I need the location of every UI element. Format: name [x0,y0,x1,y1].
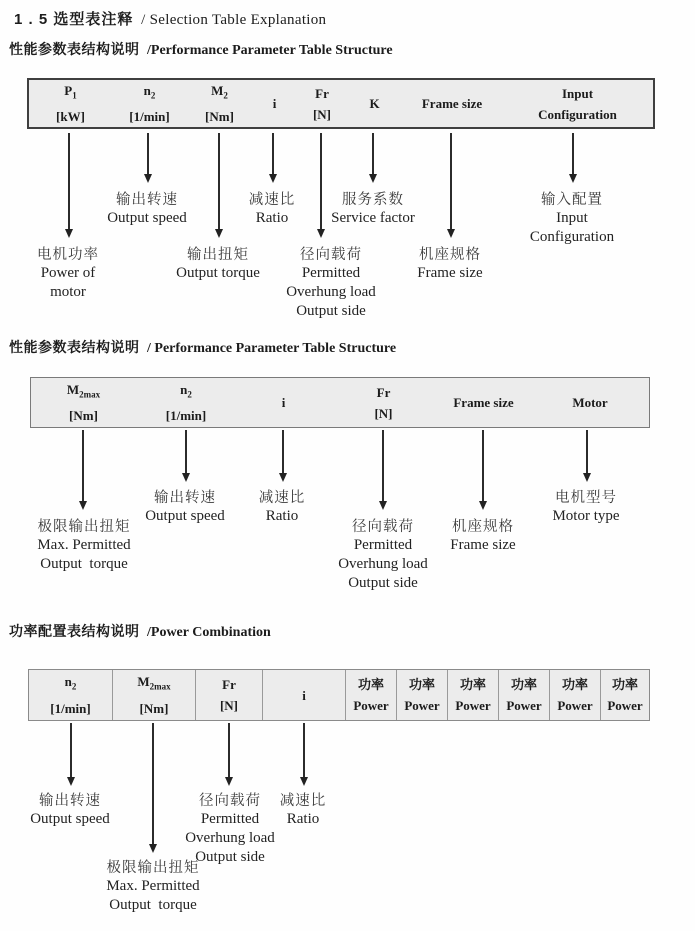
column-header-n2: $n_2$ [1/min] [165,381,207,424]
column-header-power-4: 功率 Power [499,670,550,720]
arrow-connector [152,723,154,845]
arrow-connector [372,133,374,175]
column-header-fr: Fr [N] [196,670,263,720]
column-header-power-3: 功率 Power [448,670,499,720]
section3-heading [9,621,271,641]
arrow-connector [572,133,574,175]
arrow-connector [68,133,70,230]
column-header-n2: $n_2$ [1/min] [129,82,170,125]
arrow-connector [482,430,484,502]
column-header-input-configuration: Input Configuration [538,85,617,122]
annotation-overhung-load: 径向载荷 Permitted Overhung load Output side [338,519,428,591]
section3-heading-zh: 功率配置表结构说明 [9,623,140,639]
page-title-zh: 1 . 5 选型表注释 [14,11,134,28]
arrow-connector [228,723,230,778]
section1-heading [9,39,393,59]
annotation-ratio: 减速比 Ratio [279,793,327,827]
page-title [14,8,326,29]
annotation-max-output-torque: 极限输出扭矩 Max. Permitted Output torque [106,860,200,913]
annotation-ratio: 减速比 Ratio [248,192,296,226]
column-header-m2: $M_2$ [Nm] [205,82,234,125]
arrow-connector [586,430,588,474]
annotation-frame-size: 机座规格 Frame size [450,519,516,553]
page-title-en: / Selection Table Explanation [141,12,327,28]
annotation-output-speed: 输出转速 Output speed [30,793,110,827]
column-header-n2: $n_2$ [1/min] [29,670,113,720]
column-header-i: i [263,670,346,720]
annotation-max-output-torque: 极限输出扭矩 Max. Permitted Output torque [37,519,131,572]
column-header-power-2: 功率 Power [397,670,448,720]
annotation-motor-type: 电机型号 Motor type [552,490,620,524]
section1-heading-zh: 性能参数表结构说明 [9,41,140,57]
arrow-connector [147,133,149,175]
section3-heading-en: /Power Combination [147,625,271,640]
column-header-frame-size: Frame size [421,96,483,111]
annotation-service-factor: 服务系数 Service factor [331,192,415,226]
column-header-fr: Fr [N] [374,384,393,421]
section2-heading-en: / Performance Parameter Table Structure [147,341,397,356]
annotation-ratio: 减速比 Ratio [258,490,306,524]
annotation-overhung-load: 径向载荷 Permitted Overhung load Output side [185,793,275,865]
power-combination-table-header [28,669,650,721]
arrow-connector [70,723,72,778]
section2-heading-zh: 性能参数表结构说明 [9,339,140,355]
column-header-p1: $P_1$ [kW] [56,82,85,125]
column-header-power-5: 功率 Power [550,670,601,720]
column-header-k: K [369,96,380,111]
arrow-connector [82,430,84,502]
arrow-connector [450,133,452,230]
column-header-i: i [281,395,286,410]
annotation-output-speed: 输出转速 Output speed [145,490,225,524]
arrow-connector [185,430,187,474]
performance-table-header-1 [27,78,655,129]
annotation-overhung-load: 径向载荷 Permitted Overhung load Output side [286,247,376,319]
arrow-connector [282,430,284,474]
annotation-output-torque: 输出扭矩 Output torque [176,247,260,281]
column-header-m2max: $M_{2max}$ [Nm] [66,381,101,424]
arrow-connector [218,133,220,230]
annotation-power-of-motor: 电机功率 Power of motor [37,247,99,300]
section1-heading-en: /Performance Parameter Table Structure [147,43,393,58]
annotation-output-speed: 输出转速 Output speed [107,192,187,226]
column-header-motor: Motor [572,395,608,410]
arrow-connector [382,430,384,502]
column-header-power-1: 功率 Power [346,670,397,720]
column-header-frame-size: Frame size [453,395,514,410]
section2-heading [9,337,396,357]
performance-table-header-2 [30,377,650,428]
column-header-i: i [272,96,277,111]
annotation-input-configuration: 输入配置 Input Configuration [529,192,615,245]
annotation-frame-size: 机座规格 Frame size [417,247,483,281]
arrow-connector [320,133,322,230]
column-header-power-6: 功率 Power [607,677,643,713]
arrow-connector [303,723,305,778]
column-header-m2max: $M_{2max}$ [Nm] [113,670,196,720]
column-header-fr: Fr [N] [312,85,332,122]
arrow-connector [272,133,274,175]
